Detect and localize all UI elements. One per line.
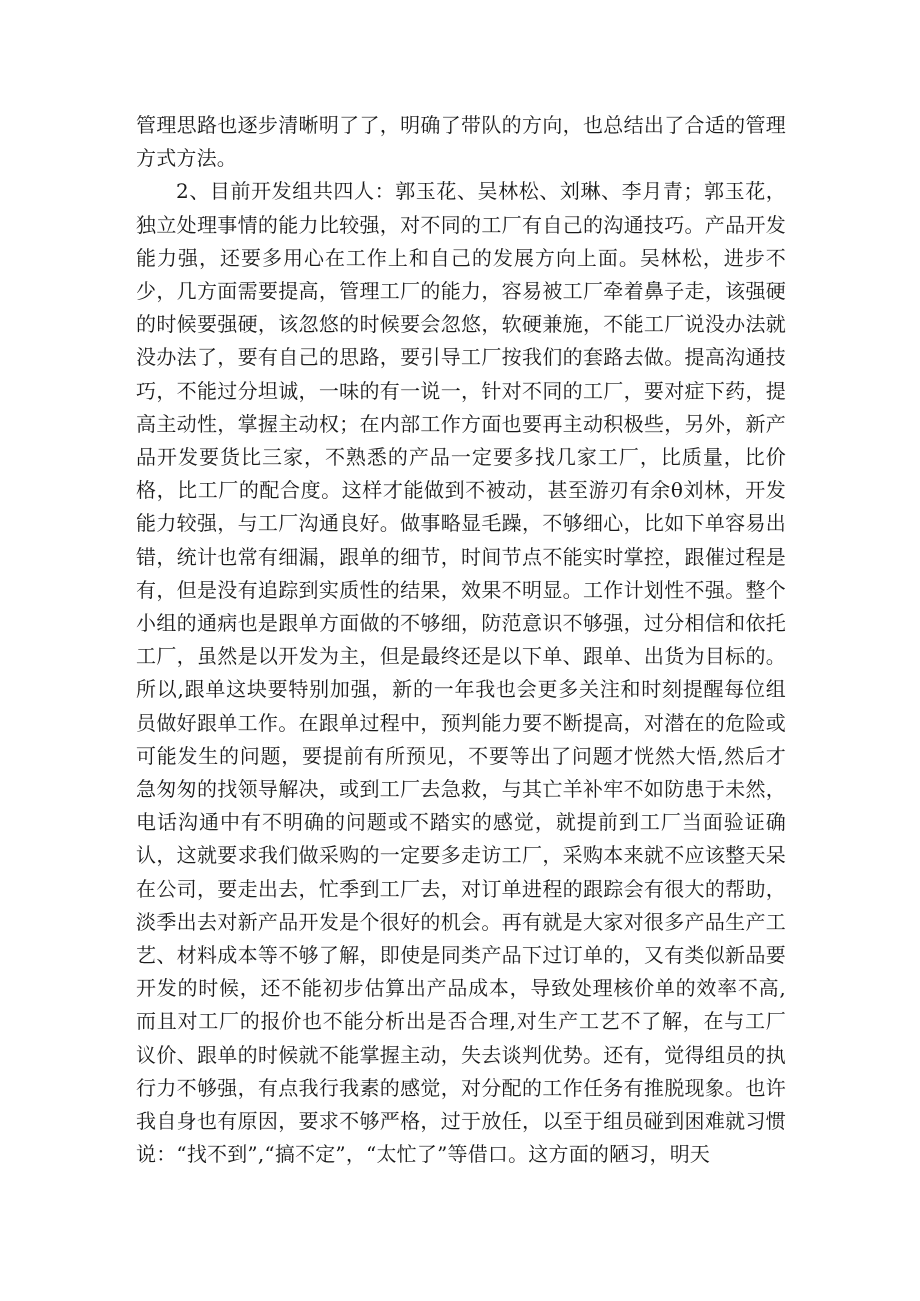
- document-body: [136, 109, 786, 1172]
- paragraph-continuation: 管理思路也逐步清晰明了了，明确了带队的方向，也总结出了合适的管理方式方法。: [136, 113, 786, 171]
- paragraph-team-review: 2、目前开发组共四人：郭玉花、吴林松、刘琳、李月青；郭玉花，独立处理事情的能力比较强，对不同的工厂有自己的沟通技巧。产品开发能力强，还要多用心在工作上和自己的发展方向上面。吴林松，进步不少，几方面需要提高，管理工厂的能力，容易被工厂牵着鼻子走，该强硬的时候要强硬，该忽悠的时候要会忽悠，软硬兼施，不能工厂说没办法就没办法了，要有自己的思路，要引导工厂按我们的套路去做。提高沟通技巧，不能过分坦诚，一味的有一说一，针对不同的工厂，要对症下药，提高主动性，掌握主动权；在内部工作方面也要再主动积极些，另外，新产品开发要货比三家，不熟悉的产品一定要多找几家工厂，比质量，比价格，比工厂的配合度。这样才能做到不被动，甚至游刃有余θ刘林，开发能力较强，与工厂沟通良好。做事略显毛躁，不够细心，比如下单容易出错，统计也常有细漏，跟单的细节，时间节点不能实时掌控，跟催过程是有，但是没有追踪到实质性的结果，效果不明显。工作计划性不强。整个小组的通病也是跟单方面做的不够细，防范意识不够强，过分相信和依托工厂，虽然是以开发为主，但是最终还是以下单、跟单、出货为目标的。所以,跟单这块要特别加强，新的一年我也会更多关注和时刻提醒每位组员做好跟单工作。在跟单过程中，预判能力要不断提高，对潜在的危险或可能发生的问题，要提前有所预见，不要等出了问题才恍然大悟,然后才急匆匆的找领导解决，或到工厂去急救，与其亡羊补牢不如防患于未然，电话沟通中有不明确的问题或不踏实的感觉，就提前到工厂当面验证确认，这就要求我们做采购的一定要多走访工厂，采购本来就不应该整天呆在公司，要走出去，忙季到工厂去，对订单进程的跟踪会有很大的帮助，淡季出去对新产品开发是个很好的机会。再有就是大家对很多产品生产工艺、材料成本等不够了解，即使是同类产品下过订单的，又有类似新品要开发的时候，还不能初步估算出产品成本，导致处理核价单的效率不高,而且对工厂的报价也不能分析出是否合理,对生产工艺不了解，在与工厂议价、跟单的时候就不能掌握主动，失去谈判优势。还有，觉得组员的执行力不够强，有点我行我素的感觉，对分配的工作任务有推脱现象。也许我自身也有原因，要求不够严格，过于放任，以至于组员碰到困难就习惯说：“找不到”,“搞不定”，“太忙了”等借口。这方面的陋习，明天: [136, 179, 786, 1167]
